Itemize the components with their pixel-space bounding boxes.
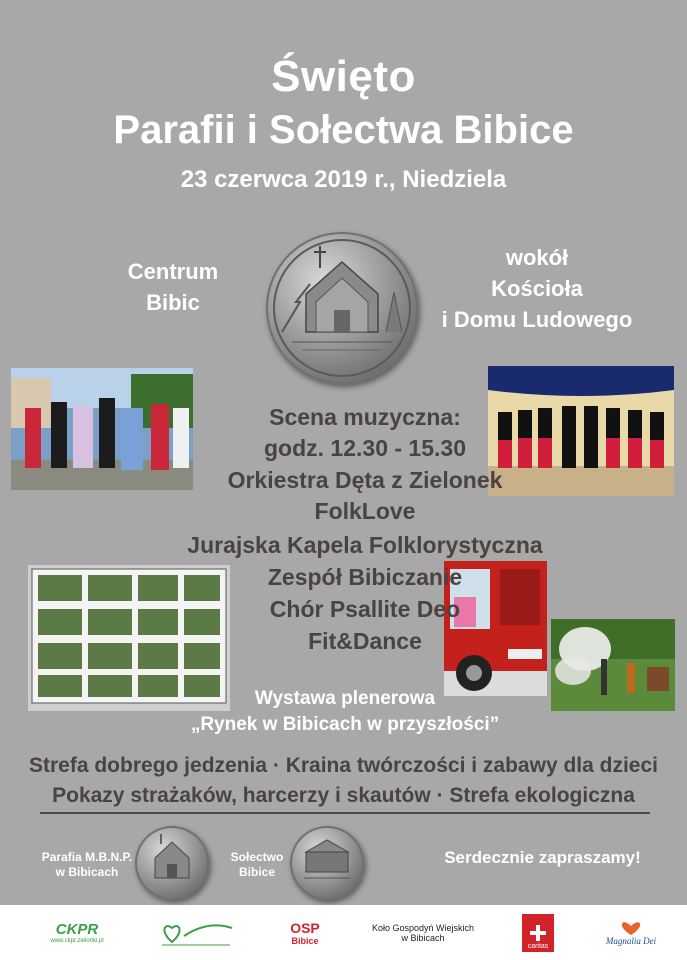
ckpr-logo <box>42 905 112 960</box>
location-left <box>108 256 238 318</box>
kgw-logo <box>358 905 488 960</box>
magnalia-name: Magnalia Dei <box>605 935 657 946</box>
divider <box>40 812 650 814</box>
parish-medal-image <box>135 826 209 900</box>
title-line-2: Parafii i Sołectwa Bibice <box>113 108 574 152</box>
caritas-name: caritas <box>527 942 549 950</box>
village-label-line: Sołectwo <box>230 850 284 864</box>
heart-icon <box>616 920 646 936</box>
heart-feather-icon <box>158 918 234 948</box>
location-right-line: Kościoła <box>491 276 583 301</box>
program-item: FolkLove <box>314 498 416 524</box>
heart-logo <box>156 905 236 960</box>
village-label-line: Bibice <box>238 865 275 879</box>
location-right-line: i Domu Ludowego <box>441 307 633 332</box>
zones-line-2: Pokazy strażaków, harcerzy i skautów · Strefa ekologiczna <box>52 784 635 807</box>
program-item: Chór Psallite Deo <box>269 596 461 622</box>
village-medal-image <box>290 826 364 900</box>
village-label <box>222 850 292 880</box>
program-item: Jurajska Kapela Folklorystyczna <box>187 532 543 558</box>
parish-label <box>32 850 142 880</box>
event-date: 23 czerwca 2019 r., Niedziela <box>180 166 507 193</box>
caritas-logo <box>520 905 556 960</box>
osp-sub: Bibice <box>291 935 319 946</box>
program-time: godz. 12.30 - 15.30 <box>264 435 466 461</box>
exhibition-title: Wystawa plenerowa <box>254 688 436 709</box>
parish-label-line: Parafia M.B.N.P. <box>41 850 133 864</box>
exhibition-name: „Rynek w Bibicach w przyszłości” <box>190 714 500 735</box>
magnalia-logo <box>596 905 666 960</box>
ckpr-name: CKPR <box>55 921 99 938</box>
program-item: Orkiestra Dęta z Zielonek <box>227 467 503 493</box>
program-item: Zespół Bibiczanie <box>267 564 463 590</box>
zones-line-1: Strefa dobrego jedzenia · Kraina twórczości i zabawy dla dzieci <box>29 754 658 777</box>
kgw-line: Koło Gospodyń Wiejskich <box>371 922 475 933</box>
invitation-text: Serdecznie zapraszamy! <box>444 848 641 867</box>
location-left-line: Centrum <box>127 259 219 284</box>
program-item: Fit&Dance <box>308 628 422 654</box>
osp-logo <box>280 905 330 960</box>
kgw-line: w Bibicach <box>401 932 445 943</box>
location-right <box>432 242 642 335</box>
osp-name: OSP <box>290 919 320 936</box>
church-medal-image <box>266 232 418 384</box>
location-left-line: Bibic <box>146 290 200 315</box>
parish-label-line: w Bibicach <box>55 865 119 879</box>
program-heading: Scena muzyczna: <box>269 404 461 430</box>
ckpr-url: www.ckpr.zielonki.pl <box>50 938 104 944</box>
location-right-line: wokół <box>505 245 569 270</box>
sponsors-bar <box>0 905 687 960</box>
title-line-1: Święto <box>271 52 416 101</box>
caritas-cross-icon <box>528 923 548 943</box>
caritas-badge <box>522 914 554 952</box>
